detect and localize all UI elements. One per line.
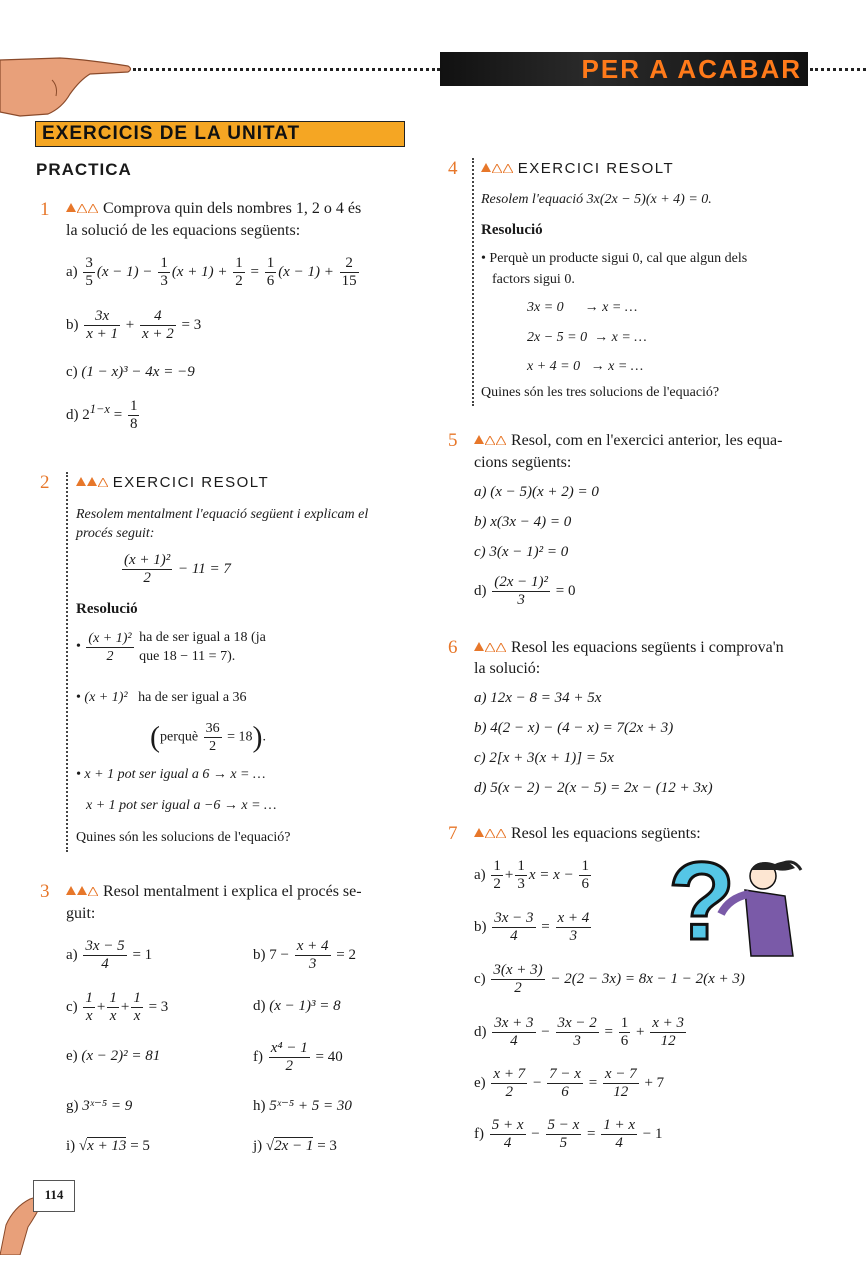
ex6-a: a) 12x − 8 = 34 + 5x [474,690,602,706]
section-header [35,121,405,147]
ex4-bullet-2: factors sigui 0. [492,272,575,287]
difficulty-icon [481,161,514,177]
ex7-c: c) $\frac{3(x + 3)}{2}$ − 2(2 − 3x) = 8x − 1 − 2(x + 3) [474,962,745,996]
ex1-b: b) $\frac{3x}{x + 1}$ + $\frac{4}{x + 2}$ = 3 [66,308,202,342]
ex1-d: d) $2^{1-x}$ = $\frac{1}{8}$ [66,398,138,432]
exercise-3-statement: Resol mentalment i explica el procés se- [66,883,362,901]
ex4-line-3: x + 4 = 0 → x = … [527,359,644,374]
ex2-bullet-3: • x + 1 pot ser igual a 6 → x = … [76,767,266,782]
resolved-margin-line [66,472,68,852]
ex5-d: d) $\frac{\text{(2x − 1)²}}{3}$ = 0 [474,574,576,608]
ex7-b: b) $\frac{3x - 3}{4}$ = $\frac{x + 4}{3}$ [474,910,590,944]
header-banner [440,52,808,86]
ex4-resolucio: Resolució [481,222,543,238]
header-dotted-line-right [810,68,866,71]
ex2-perque: (perquè $\frac{36}{2}$ = 18). [150,720,266,754]
ex3-d: d) (x − 1)³ = 8 [253,998,341,1014]
exercise-4-header: EXERCICI RESOLT [481,160,674,178]
ex6-b: b) 4(2 − x) − (4 − x) = 7(2x + 3) [474,720,674,736]
ex5-b: b) x(3x − 4) = 0 [474,514,572,530]
ex2-bullet-2: • (x + 1)² ha de ser igual a 36 [76,690,247,705]
exercise-1-statement: Comprova quin dels nombres 1, 2 o 4 és [66,200,361,218]
ex6-c: c) 2[x + 3(x + 1)] = 5x [474,750,614,766]
difficulty-icon [66,883,99,900]
ex7-d: d) $\frac{3x + 3}{4}$ − $\frac{3x - 2}{3}$ = $\frac{1}{6}$ + $\frac{x + 3}{12}$ [474,1015,684,1049]
difficulty-icon [66,200,99,217]
ex3-e: e) (x − 2)² = 81 [66,1048,161,1064]
header-dotted-line [133,68,440,71]
ex2-intro: Resolem mentalment l'equació següent i explicam el [76,507,369,522]
ex2-resolucio: Resolució [76,601,138,617]
ex3-i: i) √x + 13 = 5 [66,1138,150,1154]
character-illustration [715,858,815,958]
page-number: 114 [33,1180,75,1212]
exercise-3-statement-2: guit: [66,905,96,922]
exercise-number: 7 [448,823,458,844]
ex1-c: c) (1 − x)³ − 4x = −9 [66,364,195,380]
ex3-h: h) 5ˣ⁻⁵ + 5 = 30 [253,1098,352,1114]
ex4-line-1: 3x = 0 → x = … [527,300,638,315]
banner-title: PER A ACABAR [581,54,802,84]
difficulty-icon [474,825,507,842]
ex3-c: c) $\frac{1}{x}$ + $\frac{1}{x}$ + $\frac{1}{x}$ = 3 [66,990,169,1024]
pointing-hand-illustration [0,50,135,120]
ex3-g: g) 3ˣ⁻⁵ = 9 [66,1098,133,1114]
ex2-question: Quines són les solucions de l'equació? [76,830,291,845]
difficulty-icon [474,432,507,449]
ex2-intro-2: procés seguit: [76,526,155,541]
ex3-b: b) 7 − $\frac{x + 4}{3}$ = 2 [253,938,356,972]
ex7-e: e) $\frac{x + 7}{2}$ − $\frac{7 - x}{6}$ = $\frac{x - 7}{12}$ + 7 [474,1066,665,1100]
exercise-6-statement-2: la solució: [474,660,541,677]
exercise-6-statement: Resol les equacions següents i comprova'n [474,639,784,657]
ex5-a: a) (x − 5)(x + 2) = 0 [474,484,599,500]
ex2-equation: $\frac{\text{(x + 1)²}}{2}$ − 11 = 7 [124,552,231,586]
exercise-5-statement: Resol, com en l'exercici anterior, les equa- [474,432,782,450]
exercise-2-header: EXERCICI RESOLT [76,474,269,492]
exercise-number: 1 [40,199,50,220]
ex2-bullet-4: x + 1 pot ser igual a −6 → x = … [86,798,277,813]
question-mark-illustration: ? [668,840,736,963]
exercise-7-statement: Resol les equacions següents: [474,825,701,843]
exercise-number: 6 [448,637,458,658]
ex1-a: a) $\frac{3}{5}$ (x − 1) − $\frac{1}{3}$ (x + 1) + $\frac{1}{2}$ = $\frac{1}{6}$ (x − 1) + $\frac{2}{15}$ [66,255,357,289]
ex4-line-2: 2x − 5 = 0 → x = … [527,330,647,345]
ex2-bullet-1: • $\frac{\text{(x + 1)²}}{2}$ ha de ser igual a 18 (ja que 18 − 11 = 7). [76,630,266,664]
ex7-f: f) $\frac{5 + x}{4}$ − $\frac{5 - x}{5}$ = $\frac{1 + x}{4}$ − 1 [474,1117,663,1151]
ex3-f: f) $\frac{\text{x⁴ − 1}}{2}$ = 40 [253,1040,343,1074]
difficulty-icon [474,639,507,656]
difficulty-icon [76,475,109,491]
ex3-a: a) $\frac{3x - 5}{4}$ = 1 [66,938,153,972]
ex7-a: a) $\frac{1}{2}$ + $\frac{1}{3}$ x = x − $\frac{1}{6}$ [474,858,589,892]
subsection-title: PRACTICA [36,160,132,179]
exercise-number: 5 [448,430,458,451]
exercise-number: 4 [448,158,458,179]
exercise-5-statement-2: cions següents: [474,454,572,471]
resolved-margin-line [472,158,474,406]
exercise-number: 2 [40,472,50,493]
ex4-bullet: • Perquè un producte sigui 0, cal que algun dels [481,251,748,266]
ex5-c: c) 3(x − 1)² = 0 [474,544,569,560]
ex4-intro: Resolem l'equació 3x(2x − 5)(x + 4) = 0. [481,192,712,207]
ex4-question: Quines són les tres solucions de l'equació? [481,385,720,400]
exercise-number: 3 [40,881,50,902]
ex6-d: d) 5(x − 2) − 2(x − 5) = 2x − (12 + 3x) [474,780,713,796]
exercise-1-statement-2: la solució de les equacions següents: [66,222,301,239]
section-title: EXERCICIS DE LA UNITAT [42,123,301,144]
ex3-j: j) √2x − 1 = 3 [253,1138,337,1154]
